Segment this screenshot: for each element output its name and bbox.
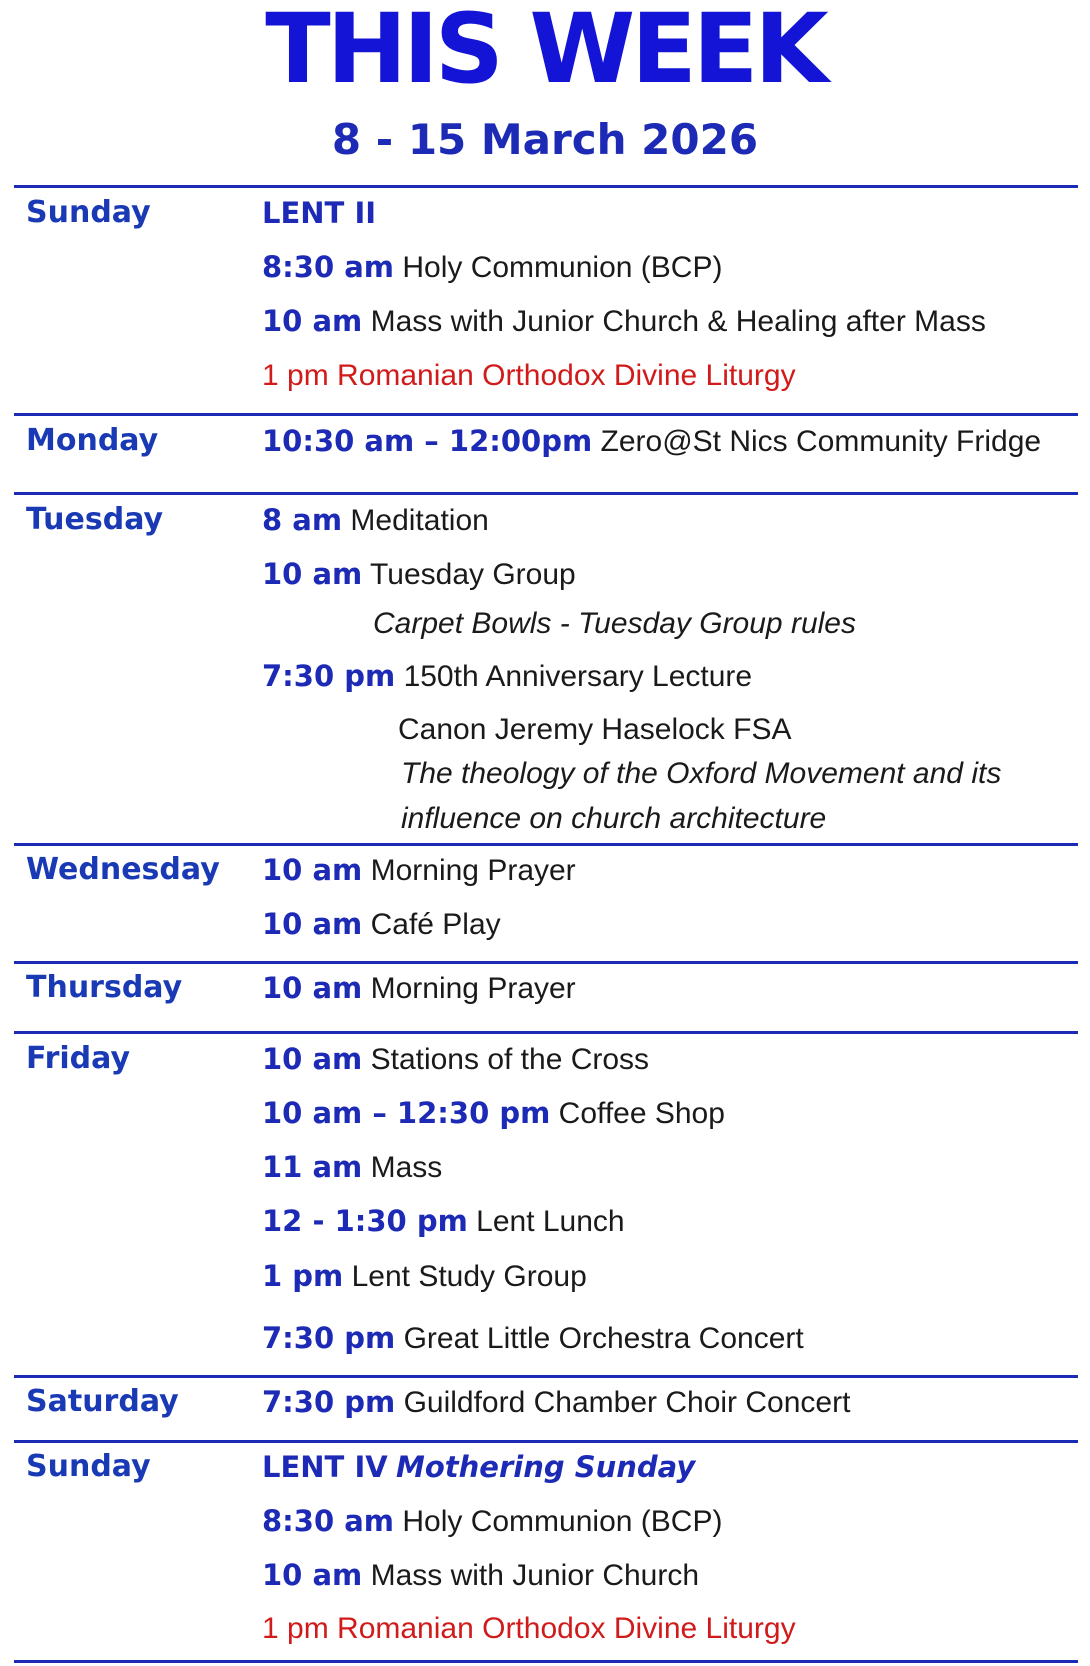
event-line: 10 am Mass with Junior Church — [262, 1558, 700, 1592]
event-note: The theology of the Oxford Movement and its — [401, 757, 1002, 790]
event-line-highlight: 1 pm Romanian Orthodox Divine Liturgy — [262, 1612, 796, 1645]
event-line: 10 am – 12:30 pm Coffee Shop — [262, 1096, 725, 1130]
event-line: 8 am Meditation — [262, 503, 489, 537]
divider — [14, 1440, 1078, 1443]
day-heading: LENT IV Mothering Sunday — [262, 1450, 696, 1484]
event-speaker: Canon Jeremy Haselock FSA — [398, 713, 792, 746]
day-label-tuesday: Tuesday — [26, 502, 164, 537]
divider — [14, 492, 1078, 495]
page-title: THIS WEEK — [265, 0, 825, 105]
event-line-highlight: 1 pm Romanian Orthodox Divine Liturgy — [262, 359, 796, 392]
event-line: 10 am Café Play — [262, 907, 501, 941]
event-line: 1 pm Lent Study Group — [262, 1259, 587, 1293]
event-line: 10:30 am – 12:00pm Zero@St Nics Community Fridge — [262, 424, 1042, 458]
divider — [14, 961, 1078, 964]
divider — [14, 843, 1078, 846]
event-line: 8:30 am Holy Communion (BCP) — [262, 1504, 723, 1538]
event-line: 10 am Tuesday Group — [262, 557, 576, 591]
event-line: 10 am Stations of the Cross — [262, 1042, 650, 1076]
divider — [14, 413, 1078, 416]
event-line: 10 am Morning Prayer — [262, 971, 576, 1005]
event-line: 7:30 pm Great Little Orchestra Concert — [262, 1321, 804, 1355]
event-line: 10 am Mass with Junior Church & Healing after Mass — [262, 304, 986, 338]
event-note: Carpet Bowls - Tuesday Group rules — [373, 607, 856, 640]
event-line: 7:30 pm Guildford Chamber Choir Concert — [262, 1385, 851, 1419]
divider — [14, 1660, 1078, 1663]
day-label-monday: Monday — [26, 423, 159, 458]
day-label-thursday: Thursday — [26, 970, 183, 1005]
day-label-friday: Friday — [26, 1041, 131, 1076]
event-line: 11 am Mass — [262, 1150, 443, 1184]
day-heading: LENT II — [262, 196, 377, 230]
event-line: 10 am Morning Prayer — [262, 853, 576, 887]
day-label-wednesday: Wednesday — [26, 852, 220, 887]
day-label-sunday: Sunday — [26, 1449, 151, 1484]
day-label-sunday: Sunday — [26, 195, 151, 230]
event-line: 7:30 pm 150th Anniversary Lecture — [262, 659, 753, 693]
event-line: 8:30 am Holy Communion (BCP) — [262, 250, 723, 284]
event-note: influence on church architecture — [401, 802, 827, 835]
day-label-saturday: Saturday — [26, 1384, 179, 1419]
divider — [14, 185, 1078, 188]
divider — [14, 1031, 1078, 1034]
divider — [14, 1375, 1078, 1378]
event-line: 12 - 1:30 pm Lent Lunch — [262, 1204, 625, 1238]
date-range: 8 - 15 March 2026 — [331, 115, 759, 164]
